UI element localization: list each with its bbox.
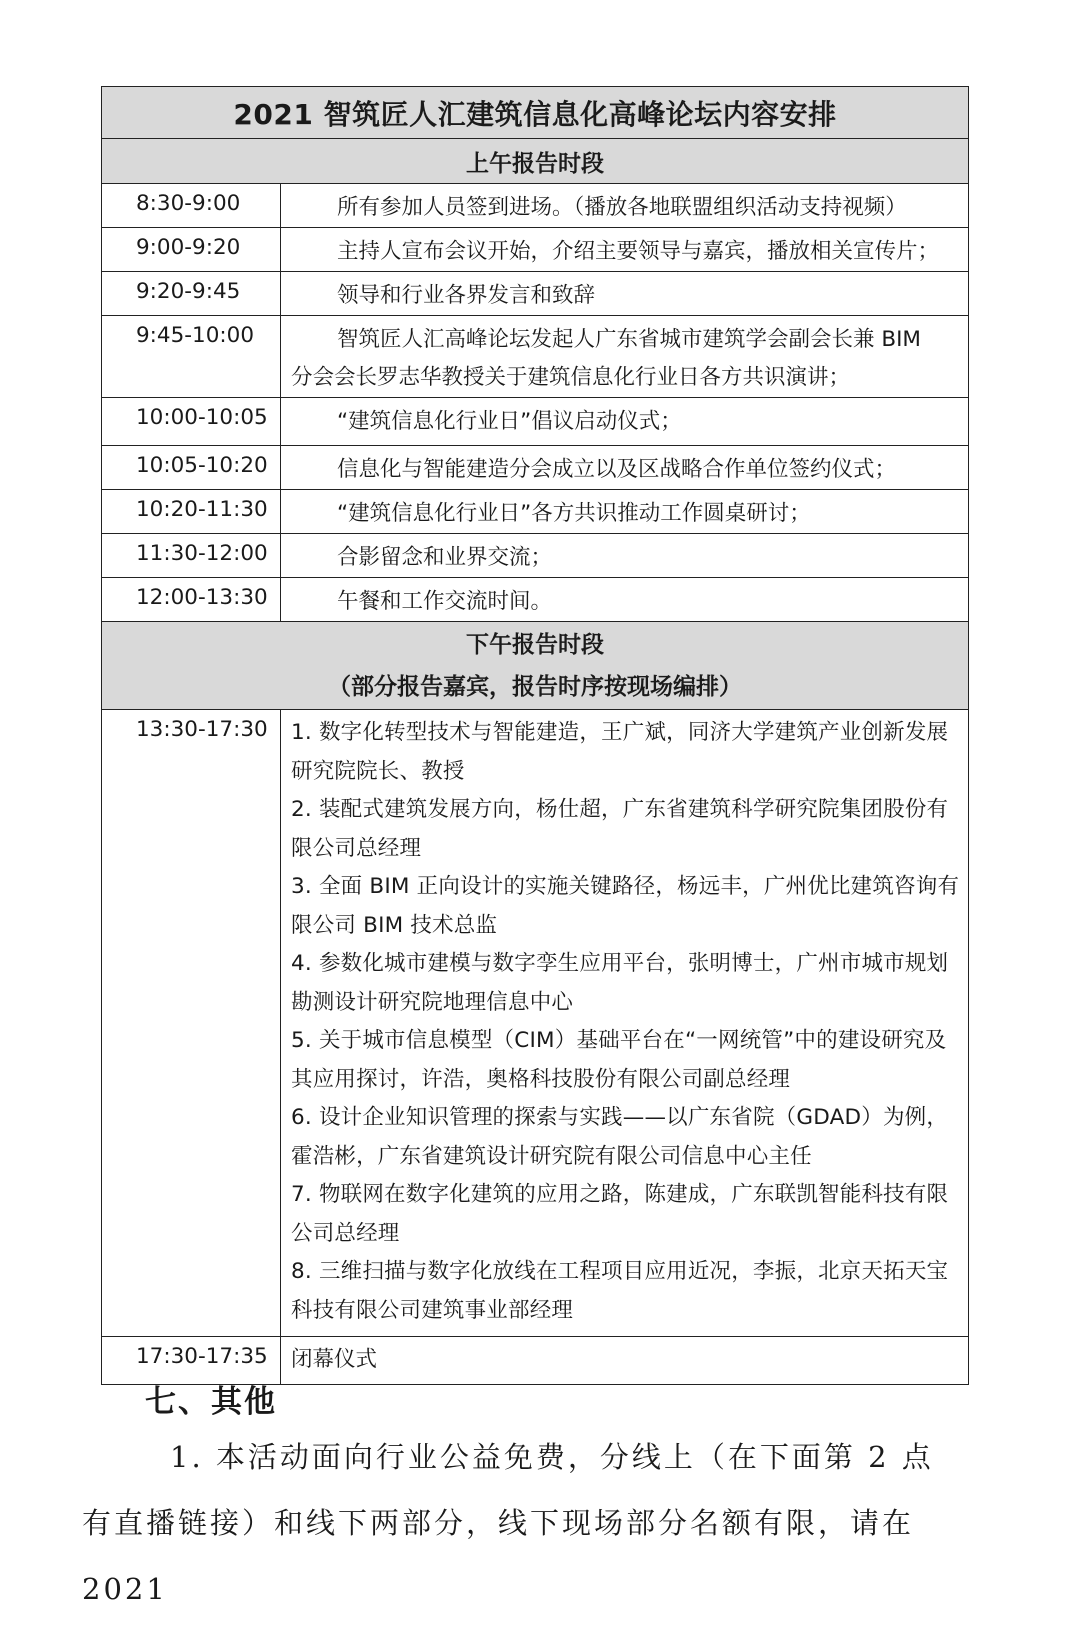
list-item: 8. 三维扫描与数字化放线在工程项目应用近况，李振，北京天拓天宝科技有限公司建筑事业部经理 xyxy=(291,1259,949,1323)
event-line: 智筑匠人汇高峰论坛发起人广东省城市建筑学会副会长兼 BIM xyxy=(337,327,921,352)
event-cell xyxy=(281,316,969,398)
table-row xyxy=(102,490,969,534)
event-cell: “建筑信息化行业日”倡议启动仪式； xyxy=(281,398,969,446)
event-cell: 合影留念和业界交流； xyxy=(281,534,969,578)
table-row xyxy=(102,272,969,316)
event-cell: 信息化与智能建造分会成立以及区战略合作单位签约仪式； xyxy=(281,446,969,490)
event-cell: 主持人宣布会议开始，介绍主要领导与嘉宾，播放相关宣传片； xyxy=(281,228,969,272)
list-item: 5. 关于城市信息模型（CIM）基础平台在“一网统管”中的建设研究及其应用探讨，许浩，奥格科技股份有限公司副总经理 xyxy=(291,1028,947,1092)
time-cell: 10:05-10:20 xyxy=(102,446,281,490)
table-row xyxy=(102,316,969,398)
time-cell: 10:00-10:05 xyxy=(102,398,281,446)
table-row xyxy=(102,228,969,272)
table-row xyxy=(102,710,969,1337)
event-cell: “建筑信息化行业日”各方共识推动工作圆桌研讨； xyxy=(281,490,969,534)
event-cell: 所有参加人员签到进场。（播放各地联盟组织活动支持视频） xyxy=(281,184,969,228)
table-row xyxy=(102,184,969,228)
talk-list xyxy=(281,710,969,1337)
table-row xyxy=(102,578,969,622)
list-item: 6. 设计企业知识管理的探索与实践——以广东省院（GDAD）为例，霍浩彬，广东省建筑设计研究院有限公司信息中心主任 xyxy=(291,1105,949,1169)
time-cell: 9:45-10:00 xyxy=(102,316,281,398)
time-cell: 12:00-13:30 xyxy=(102,578,281,622)
time-cell: 13:30-17:30 xyxy=(102,710,281,1337)
agenda-table xyxy=(101,86,969,1385)
event-cell: 闭幕仪式 xyxy=(281,1337,969,1385)
table-row xyxy=(102,446,969,490)
time-cell: 11:30-12:00 xyxy=(102,534,281,578)
time-cell: 8:30-9:00 xyxy=(102,184,281,228)
section-heading-other: 七、其他 xyxy=(145,1384,277,1420)
other-paragraph: 1. 本活动面向行业公益免费，分线上（在下面第 2 点有直播链接）和线下两部分，线下现场部分名额有限，请在 2021 xyxy=(82,1440,934,1606)
time-cell: 10:20-11:30 xyxy=(102,490,281,534)
time-cell: 9:00-9:20 xyxy=(102,228,281,272)
list-item: 1. 数字化转型技术与智能建造，王广斌，同济大学建筑产业创新发展研究院院长、教授 xyxy=(291,720,949,784)
time-cell: 9:20-9:45 xyxy=(102,272,281,316)
table-title: 2021 智筑匠人汇建筑信息化高峰论坛内容安排 xyxy=(102,87,969,139)
list-item: 3. 全面 BIM 正向设计的实施关键路径，杨远丰，广州优比建筑咨询有限公司 BIM 技术总监 xyxy=(291,874,960,938)
afternoon-section-header xyxy=(102,622,969,710)
event-cell: 领导和行业各界发言和致辞 xyxy=(281,272,969,316)
afternoon-header-title: 下午报告时段 xyxy=(466,631,604,658)
list-item: 2. 装配式建筑发展方向，杨仕超，广东省建筑科学研究院集团股份有限公司总经理 xyxy=(291,797,949,861)
event-cell: 午餐和工作交流时间。 xyxy=(281,578,969,622)
table-row xyxy=(102,398,969,446)
morning-section-header: 上午报告时段 xyxy=(102,139,969,184)
list-item: 4. 参数化城市建模与数字孪生应用平台，张明博士，广州市城市规划勘测设计研究院地理信息中心 xyxy=(291,951,949,1015)
list-item: 7. 物联网在数字化建筑的应用之路，陈建成，广东联凯智能科技有限公司总经理 xyxy=(291,1182,949,1246)
time-cell: 17:30-17:35 xyxy=(102,1337,281,1385)
table-row xyxy=(102,534,969,578)
event-line: 分会会长罗志华教授关于建筑信息化行业日各方共识演讲； xyxy=(291,365,851,390)
afternoon-header-note: （部分报告嘉宾，报告时序按现场编排） xyxy=(328,673,742,700)
